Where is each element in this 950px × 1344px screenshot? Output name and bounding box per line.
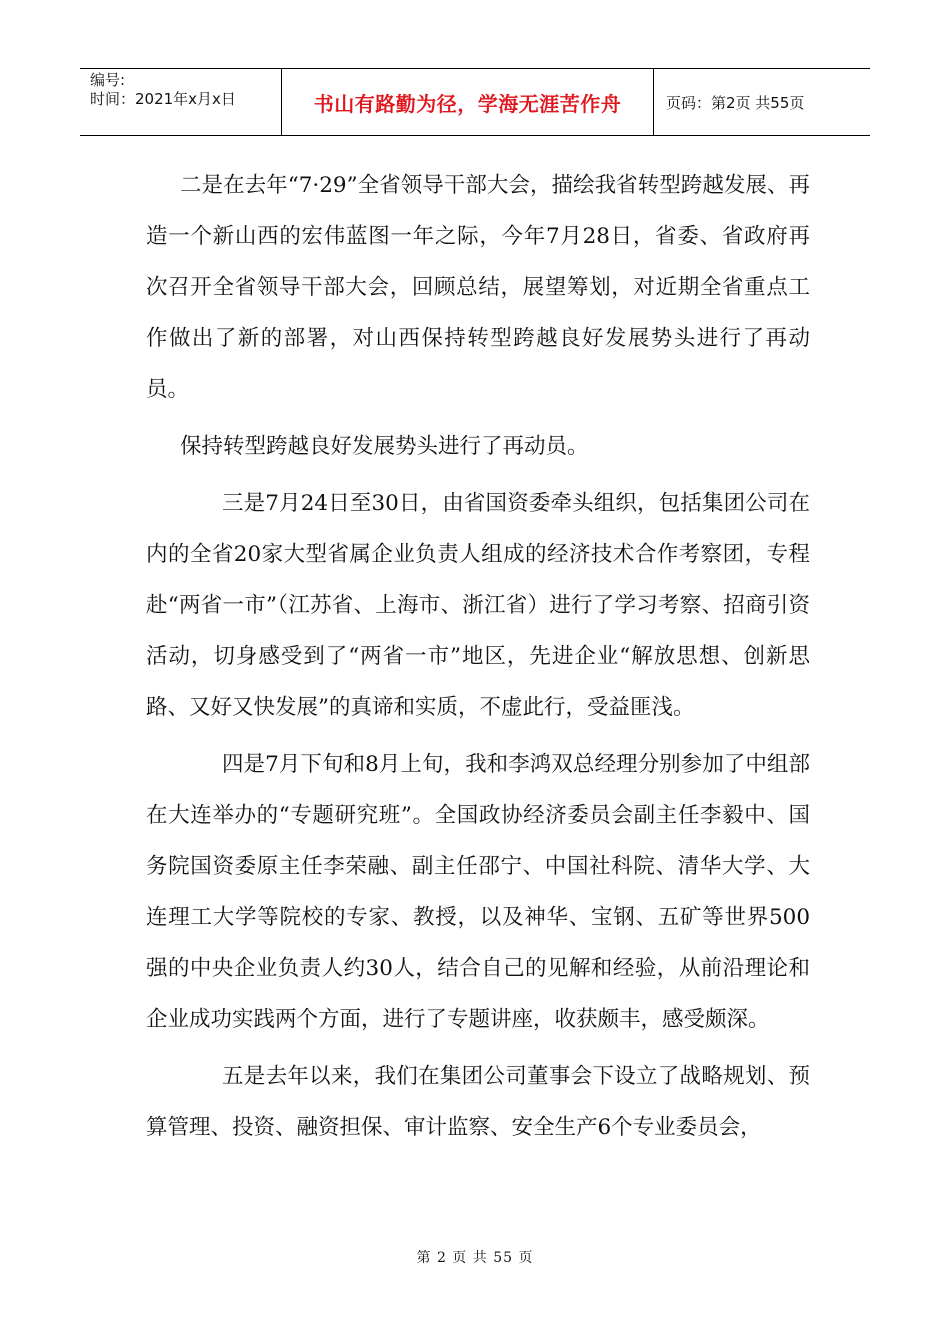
paragraph-2: 二是在去年“7·29”全省领导干部大会，描绘我省转型跨越发展、再造一个新山西的宏伟蓝图一年之际，今年7月28日，省委、省政府再次召开全省领导干部大会，回顾总结，展望筹划，对近期全省重点工作做出了新的部署，对山西保持转型跨越良好发展势头进行了再动员。 bbox=[146, 173, 810, 402]
paragraph-4: 四是7月下旬和8月上旬，我和李鸿双总经理分别参加了中组部在大连举办的“专题研究班”。全国政协经济委员会副主任李毅中、国务院国资委原主任李荣融、副主任邵宁、中国社科院、清华大学、大连理工大学等院校的专家、教授，以及神华、宝钢、五矿等世界500强的中央企业负责人约30人，结合自己的见解和经验，从前沿理论和企业成功实践两个方面，进行了专题讲座，收获颇丰，感受颇深。 bbox=[146, 752, 810, 1032]
header-motto-cell bbox=[282, 69, 654, 135]
document-body bbox=[146, 160, 810, 1153]
header-page-number: 页码：第2页 共55页 bbox=[666, 93, 805, 112]
document-time-label: 时间：2021年x月x日 bbox=[90, 90, 236, 108]
paragraph-5: 五是去年以来，我们在集团公司董事会下设立了战略规划、预算管理、投资、融资担保、审计监察、安全生产6个专业委员会， bbox=[146, 1064, 810, 1140]
header-meta-cell bbox=[80, 69, 282, 135]
paragraph-2-repeat: 保持转型跨越良好发展势头进行了再动员。 bbox=[180, 434, 589, 459]
header-page-cell bbox=[654, 69, 870, 135]
header-motto: 书山有路勤为径，学海无涯苦作舟 bbox=[313, 91, 622, 116]
page-footer: 第 2 页 共 55 页 bbox=[416, 1250, 534, 1266]
document-header bbox=[80, 68, 870, 136]
paragraph-3: 三是7月24日至30日，由省国资委牵头组织，包括集团公司在内的全省20家大型省属企业负责人组成的经济技术合作考察团，专程赴“两省一市”（江苏省、上海市、浙江省）进行了学习考察、招商引资活动，切身感受到了“两省一市”地区，先进企业“解放思想、创新思路、又好又快发展”的真谛和实质，不虚此行，受益匪浅。 bbox=[146, 491, 810, 720]
document-number-label: 编号: bbox=[90, 71, 126, 89]
